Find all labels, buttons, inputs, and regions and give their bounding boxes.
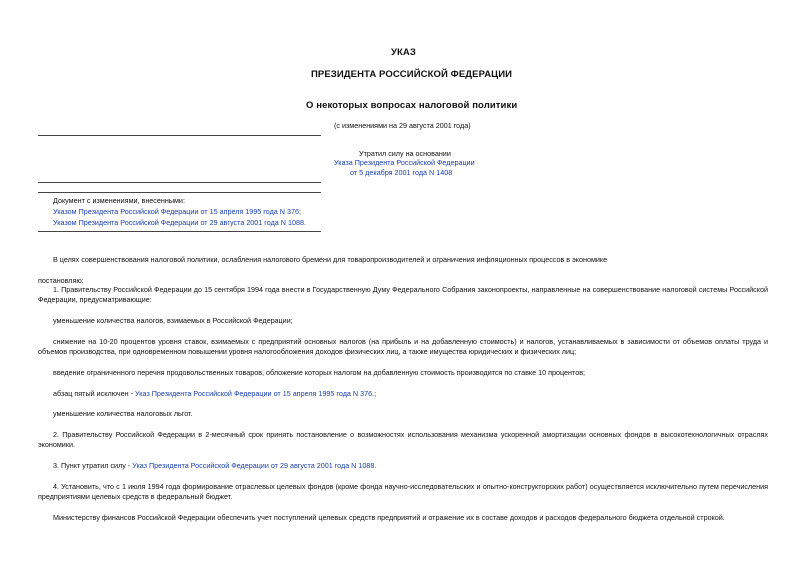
issuer-title: ПРЕЗИДЕНТА РОССИЙСКОЙ ФЕДЕРАЦИИ bbox=[311, 69, 513, 80]
paragraph-1b: снижение на 10-20 процентов уровня ставок, взимаемых с предприятий основных налогов (на прибыль и на добавленную стоимость) и налогов, устанавливаемых в зависимости от объемов оплаты труда и объемов производства, при одновременном повышении уровня налогообложения доходов физических лиц, а также имущества юридических и физических лиц; bbox=[38, 337, 768, 356]
paragraph-5: Министерству финансов Российской Федерации обеспечить учет поступлений целевых средств предприятий и отражение их в составе доходов и расходов федерального бюджета отдельной строкой. bbox=[53, 513, 725, 522]
paragraph-3-text: 3. Пункт утратил силу - bbox=[53, 461, 133, 470]
preamble: В целях совершенствования налоговой политики, ослабления налогового бремени для товаропроизводителей и ограничения инфляционных процессов в экономике bbox=[53, 255, 608, 264]
paragraph-4: 4. Установить, что с 1 июля 1994 года формирование отраслевых целевых фондов (кроме фонда научно-исследовательских и опытно-конструкторских работ) осуществляется исключительно путем перечисления предприятиями целевых средств в федеральный бюджет. bbox=[38, 482, 768, 501]
paragraph-1: 1. Правительству Российской Федерации до 15 сентября 1994 года внести в Государственную Думу Федерального Собрания законопроекты, направленные на совершенствование налоговой системы Российской Федерации, предусматривающие: bbox=[38, 285, 768, 304]
amendment-link-1995[interactable]: Указом Президента Российской Федерации от 15 апреля 1995 года N 376; bbox=[53, 207, 301, 216]
document-subject: О некоторых вопросах налоговой политики bbox=[306, 100, 518, 111]
repeal-decree-link[interactable]: Указа Президента Российской Федерации bbox=[334, 158, 475, 167]
paragraph-1d bbox=[53, 389, 376, 398]
amended-note: (с изменениями на 29 августа 2001 года) bbox=[334, 121, 471, 130]
paragraph-1d-link[interactable]: Указ Президента Российской Федерации от 15 апреля 1995 года N 376. bbox=[134, 389, 375, 398]
repeal-decree-date-link[interactable]: от 5 декабря 2001 года N 1408 bbox=[350, 168, 453, 177]
paragraph-1d-end: ; bbox=[374, 389, 377, 398]
paragraph-3-link[interactable]: Указ Президента Российской Федерации от 29 августа 2001 года N 1088. bbox=[132, 461, 377, 470]
paragraph-1d-text: абзац пятый исключен - bbox=[53, 389, 135, 398]
paragraph-1a: уменьшение количества налогов, взимаемых в Российской Федерации; bbox=[53, 316, 293, 325]
divider-3 bbox=[38, 192, 321, 193]
divider-1 bbox=[38, 135, 321, 136]
paragraph-1e: уменьшение количества налоговых льгот. bbox=[53, 409, 193, 418]
changes-intro: Документ с изменениями, внесенными: bbox=[53, 196, 185, 205]
decree-title: УКАЗ bbox=[391, 47, 416, 58]
paragraph-1c: введение ограниченного перечня продовольственных товаров, обложение которых налогом на добавленную стоимость производится по ставке 10 процентов; bbox=[53, 368, 586, 377]
divider-4 bbox=[38, 231, 321, 232]
paragraph-3 bbox=[53, 461, 376, 470]
amendment-link-2001[interactable]: Указом Президента Российской Федерации от 29 августа 2001 года N 1088. bbox=[53, 218, 306, 227]
postanovlyayu: постановляю: bbox=[38, 276, 84, 285]
divider-2 bbox=[38, 182, 321, 183]
paragraph-2: 2. Правительству Российской Федерации в 2-месячный срок принять постановление о возможностях использования механизма ускоренной амортизации основных фондов в высокотехнологичных отраслях экономики. bbox=[38, 430, 768, 449]
status-line: Утратил силу на основании bbox=[359, 149, 451, 158]
